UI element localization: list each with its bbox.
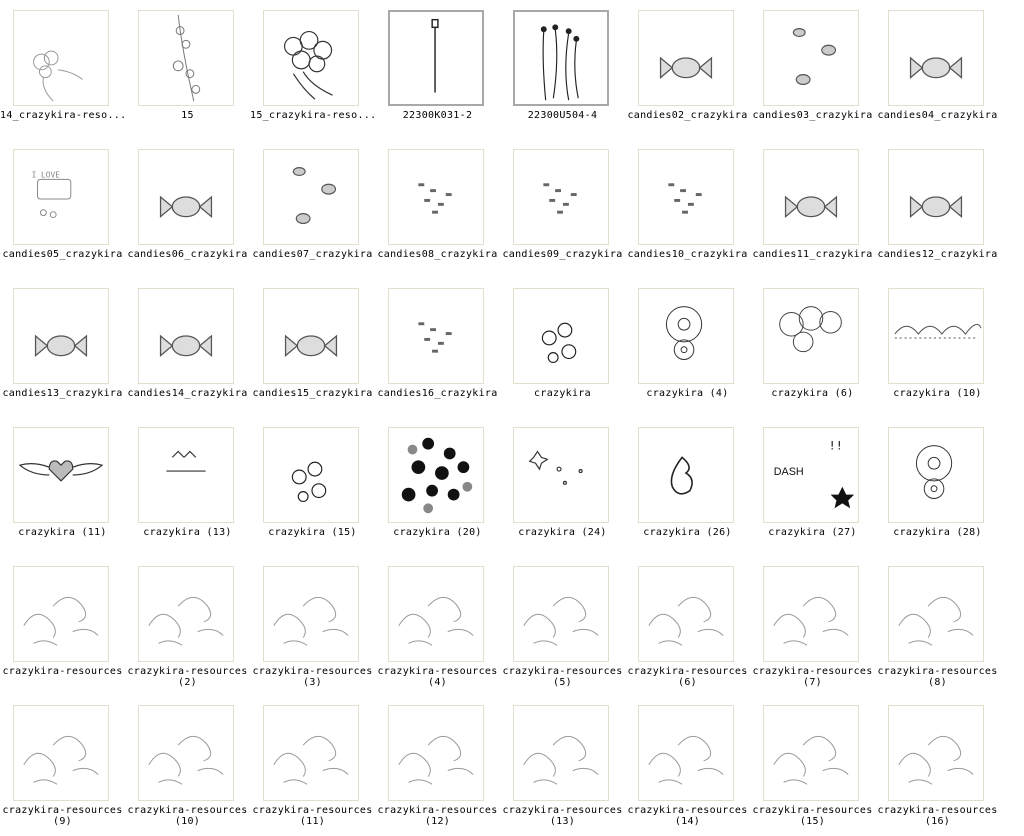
file-item[interactable] [0,556,125,695]
file-name[interactable] [875,666,1000,688]
file-thumbnail[interactable] [638,427,734,523]
candy-icon [889,11,983,105]
file-thumbnail[interactable] [513,705,609,801]
file-name[interactable] [375,249,500,260]
file-name-line1: candies15_crazykira [252,388,373,399]
file-item[interactable] [0,695,125,834]
file-name[interactable] [625,666,750,688]
file-item[interactable] [125,278,250,417]
file-name-line1: crazykira-resources [2,666,123,677]
candies-scatter-icon [389,289,483,383]
file-name[interactable] [500,388,625,399]
file-name-line1: 14_crazykira-reso... [0,110,127,121]
file-name-line1: crazykira-resources [377,666,498,677]
file-item[interactable] [750,417,875,556]
candies-scatter-icon [514,150,608,244]
file-thumbnail[interactable] [388,705,484,801]
file-thumbnail[interactable] [138,10,234,106]
svg-text:DASH: DASH [773,466,804,478]
file-name[interactable] [500,110,625,121]
file-name[interactable] [750,805,875,827]
file-name[interactable] [625,110,750,121]
file-name[interactable] [500,527,625,538]
stars-icon [514,428,608,522]
file-item[interactable] [375,139,500,278]
file-name[interactable] [625,527,750,538]
file-name[interactable] [250,805,375,827]
file-name-line1: crazykira-resources [502,805,623,816]
flame-icon [639,428,733,522]
file-name-line1: crazykira (15) [268,527,357,538]
file-thumbnail[interactable] [513,566,609,662]
flower-sketch-icon [14,11,108,105]
file-name-line1: candies12_crazykira [877,249,998,260]
file-item[interactable] [250,417,375,556]
file-item[interactable] [625,139,750,278]
file-thumbnail[interactable] [263,705,359,801]
file-item[interactable] [0,417,125,556]
file-thumbnail[interactable] [638,288,734,384]
file-item[interactable] [375,556,500,695]
file-name[interactable] [125,388,250,399]
file-thumbnail[interactable] [638,705,734,801]
file-item[interactable] [375,417,500,556]
file-item[interactable] [750,695,875,834]
file-item[interactable] [125,0,250,139]
file-item[interactable] [500,139,625,278]
file-name-line1: crazykira-resources [627,805,748,816]
file-name-line1: candies09_crazykira [502,249,623,260]
file-thumbnail[interactable] [888,288,984,384]
file-name-line2: (6) [678,677,697,688]
file-name[interactable] [125,249,250,260]
file-item[interactable] [375,695,500,834]
file-thumbnail[interactable] [513,149,609,245]
file-thumbnail[interactable] [888,149,984,245]
lace-border-icon [889,289,983,383]
file-thumbnail[interactable] [138,288,234,384]
dash-star-icon [764,428,858,522]
daisy-icon [889,428,983,522]
file-name-line1: crazykira (26) [643,527,732,538]
file-name-line1: candies06_crazykira [127,249,248,260]
file-name[interactable] [250,388,375,399]
file-name[interactable] [375,666,500,688]
file-name-line1: candies02_crazykira [627,110,748,121]
file-name[interactable] [0,666,125,677]
file-name[interactable] [375,388,500,399]
swirl-icon [264,706,358,800]
swirl-icon [389,567,483,661]
swirl-icon [389,706,483,800]
file-name-line2: (13) [549,816,576,827]
daisy-icon [639,289,733,383]
file-name[interactable] [125,110,250,121]
file-name[interactable] [375,110,500,121]
file-name-line1: candies14_crazykira [127,388,248,399]
file-name-line1: 15 [181,110,194,121]
file-thumbnail[interactable] [263,427,359,523]
file-name-line1: candies07_crazykira [252,249,373,260]
file-item[interactable] [375,0,500,139]
file-name[interactable] [625,805,750,827]
file-name-line1: candies13_crazykira [2,388,123,399]
file-thumbnail[interactable] [138,705,234,801]
file-item[interactable] [625,556,750,695]
file-name-line1: candies10_crazykira [627,249,748,260]
file-item[interactable] [500,0,625,139]
file-thumbnail[interactable] [763,566,859,662]
file-name-line1: candies05_crazykira [2,249,123,260]
file-name[interactable] [125,666,250,688]
candy-icon [889,150,983,244]
candy-icon [639,11,733,105]
file-name[interactable] [0,388,125,399]
file-thumbnail[interactable] [138,427,234,523]
file-name-line2: (7) [803,677,822,688]
file-item[interactable] [500,417,625,556]
file-name[interactable] [250,666,375,688]
svg-text:!!: !! [828,438,843,453]
file-name-line1: crazykira (11) [18,527,107,538]
file-thumbnail[interactable] [513,427,609,523]
swirl-icon [764,567,858,661]
file-name-line1: candies04_crazykira [877,110,998,121]
file-item[interactable] [750,0,875,139]
file-name-line2: (16) [924,816,951,827]
file-name-line1: crazykira-resources [627,666,748,677]
file-name[interactable] [0,110,125,121]
file-name[interactable] [500,805,625,827]
candy-icon [264,289,358,383]
swirl-icon [764,706,858,800]
file-name-line1: crazykira-resources [127,805,248,816]
file-name[interactable] [750,527,875,538]
file-name-line1: 22300K031-2 [402,110,473,121]
file-name[interactable] [500,666,625,688]
file-name-line2: (2) [178,677,197,688]
file-thumbnail[interactable] [13,566,109,662]
file-name-line1: crazykira-resources [752,805,873,816]
swirl-icon [889,567,983,661]
flower-branch-icon [139,11,233,105]
file-name[interactable] [875,527,1000,538]
file-name-line1: candies08_crazykira [377,249,498,260]
swirl-icon [139,706,233,800]
file-name-line1: candies11_crazykira [752,249,873,260]
file-name-line2: (11) [299,816,326,827]
file-thumbnail[interactable] [888,566,984,662]
file-name[interactable] [0,249,125,260]
file-thumbnail[interactable] [513,288,609,384]
swirl-icon [514,706,608,800]
swirl-icon [264,567,358,661]
file-thumbnail[interactable] [513,10,609,106]
tulips-icon [515,12,607,104]
file-thumbnail[interactable] [763,288,859,384]
file-thumbnail[interactable] [763,149,859,245]
file-item[interactable] [875,417,1000,556]
file-item[interactable] [0,139,125,278]
swirl-icon [14,567,108,661]
file-name[interactable] [375,527,500,538]
file-thumbnail[interactable] [13,705,109,801]
file-item[interactable] [625,417,750,556]
file-name-line2: (12) [424,816,451,827]
file-name-line1: crazykira (6) [771,388,854,399]
file-name[interactable] [750,249,875,260]
flowers-cluster-icon [389,428,483,522]
file-item[interactable] [875,0,1000,139]
file-name[interactable] [500,249,625,260]
small-doodle-icon [139,428,233,522]
file-item[interactable] [750,556,875,695]
file-name[interactable] [875,249,1000,260]
file-item[interactable] [750,278,875,417]
file-thumbnail[interactable] [263,288,359,384]
candies-scatter-icon [389,150,483,244]
file-thumbnail[interactable] [763,10,859,106]
file-name[interactable] [125,527,250,538]
file-item[interactable] [125,695,250,834]
candies-scatter-icon [639,150,733,244]
file-name[interactable] [750,388,875,399]
file-item[interactable] [500,556,625,695]
file-name-line1: crazykira (10) [893,388,982,399]
file-name-line1: crazykira-resources [877,805,998,816]
file-name[interactable] [625,249,750,260]
file-name-line1: crazykira-resources [502,666,623,677]
candy-text-icon [14,150,108,244]
file-name[interactable] [375,805,500,827]
file-item[interactable] [875,556,1000,695]
swirl-icon [639,706,733,800]
file-name[interactable] [625,388,750,399]
svg-text:I LOVE: I LOVE [31,170,60,180]
candy-icon [14,289,108,383]
file-name-line1: crazykira (20) [393,527,482,538]
file-name[interactable] [250,110,375,121]
file-thumbnail[interactable] [388,427,484,523]
file-item[interactable] [875,139,1000,278]
file-name-line1: crazykira-resources [752,666,873,677]
file-name-line2: (5) [553,677,572,688]
file-name[interactable] [250,527,375,538]
candy-icon [139,150,233,244]
file-name-line1: crazykira (13) [143,527,232,538]
file-name[interactable] [875,110,1000,121]
candies-icon [764,11,858,105]
file-item[interactable] [0,0,125,139]
file-name-line1: crazykira (4) [646,388,729,399]
file-thumbnail[interactable] [388,566,484,662]
file-item[interactable] [625,0,750,139]
file-thumbnail[interactable] [638,10,734,106]
file-thumbnail[interactable] [263,149,359,245]
file-thumbnail[interactable] [888,427,984,523]
file-name-line2: (3) [303,677,322,688]
file-name-line1: crazykira-resources [377,805,498,816]
flower-bouquet-icon [264,11,358,105]
file-item[interactable] [125,556,250,695]
file-item[interactable] [0,278,125,417]
flowers-icon [514,289,608,383]
file-name-line1: 22300U504-4 [527,110,598,121]
file-thumbnail[interactable] [13,427,109,523]
daisies-icon [764,289,858,383]
file-thumbnail[interactable] [763,705,859,801]
swirl-icon [514,567,608,661]
candy-icon [139,289,233,383]
file-thumbnail[interactable] [138,566,234,662]
file-name-line1: crazykira (24) [518,527,607,538]
file-name-line1: crazykira (27) [768,527,857,538]
file-name-line2: (9) [53,816,72,827]
swirl-icon [889,706,983,800]
file-name-line1: crazykira-resources [2,805,123,816]
candies-icon [264,150,358,244]
file-item[interactable] [375,278,500,417]
file-name-line1: crazykira [534,388,591,399]
file-thumbnail[interactable] [13,149,109,245]
file-item[interactable] [625,695,750,834]
file-item[interactable] [250,139,375,278]
file-thumbnail[interactable] [888,10,984,106]
file-name-line1: crazykira-resources [252,805,373,816]
file-name-line2: (8) [928,677,947,688]
file-name-line1: crazykira (28) [893,527,982,538]
file-item[interactable] [250,278,375,417]
swirl-icon [139,567,233,661]
file-item[interactable] [250,695,375,834]
file-item[interactable] [875,695,1000,834]
file-item[interactable] [250,0,375,139]
file-thumbnail[interactable] [13,10,109,106]
file-item[interactable] [750,139,875,278]
file-item[interactable] [125,417,250,556]
file-name-line1: crazykira-resources [127,666,248,677]
file-name-line2: (14) [674,816,701,827]
file-name[interactable] [250,249,375,260]
file-item[interactable] [875,278,1000,417]
flowers-icon [264,428,358,522]
file-name-line1: crazykira-resources [877,666,998,677]
file-name[interactable] [875,805,1000,827]
pole-lamp-icon [390,12,482,104]
file-item[interactable] [125,139,250,278]
file-name[interactable] [750,666,875,688]
file-item[interactable] [500,695,625,834]
swirl-icon [14,706,108,800]
file-name-line2: (15) [799,816,826,827]
file-name[interactable] [750,110,875,121]
file-thumbnail[interactable] [13,288,109,384]
candy-icon [764,150,858,244]
file-name[interactable] [125,805,250,827]
file-thumbnail[interactable] [888,705,984,801]
file-name[interactable] [0,805,125,827]
swirl-icon [639,567,733,661]
file-thumbnail[interactable] [763,427,859,523]
file-name[interactable] [875,388,1000,399]
file-name-line1: candies03_crazykira [752,110,873,121]
file-thumbnail[interactable] [638,149,734,245]
file-name-line1: candies16_crazykira [377,388,498,399]
file-item[interactable] [500,278,625,417]
file-item[interactable] [250,556,375,695]
file-item[interactable] [625,278,750,417]
file-name-line1: 15_crazykira-reso... [250,110,377,121]
winged-heart-icon [14,428,108,522]
file-thumbnail[interactable] [138,149,234,245]
file-thumbnail[interactable] [388,288,484,384]
file-thumbnail[interactable] [638,566,734,662]
file-name-line1: crazykira-resources [252,666,373,677]
file-name-line2: (4) [428,677,447,688]
file-thumbnail[interactable] [388,149,484,245]
file-name-line2: (10) [174,816,201,827]
file-thumbnail[interactable] [263,566,359,662]
file-name[interactable] [0,527,125,538]
file-thumbnail[interactable] [263,10,359,106]
file-thumbnail[interactable] [388,10,484,106]
